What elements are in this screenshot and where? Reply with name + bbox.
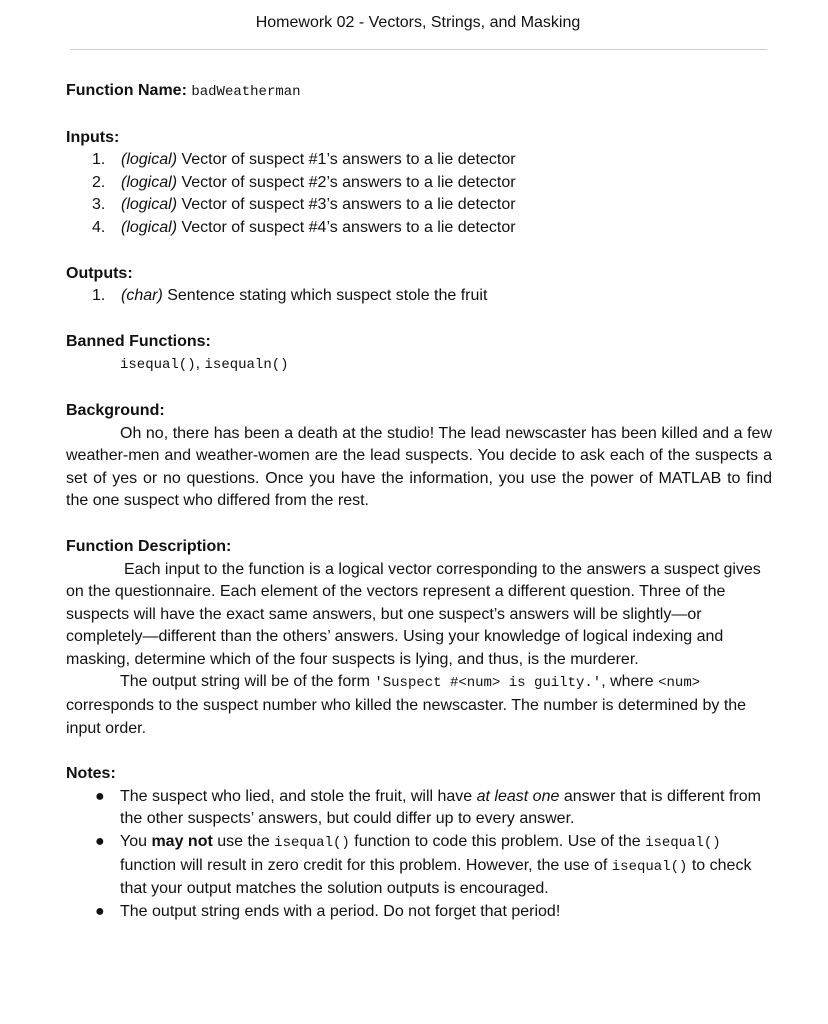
outputs-section — [66, 263, 772, 308]
input-description: Vector of suspect #3’s answers to a lie detector — [177, 196, 516, 214]
input-type: (logical) — [121, 151, 178, 169]
list-item — [66, 217, 772, 240]
code-isequal: isequal() — [611, 858, 688, 875]
banned-fn-isequaln: isequaln() — [204, 357, 289, 374]
banned-separator: , — [195, 355, 205, 373]
function-name-section — [66, 80, 772, 104]
bullet-icon: ● — [95, 902, 105, 920]
note-strong: may not — [151, 833, 213, 851]
list-item — [66, 831, 772, 901]
input-type: (logical) — [121, 196, 178, 214]
header-divider — [70, 49, 767, 50]
list-item — [66, 901, 772, 924]
list-item-number: 2. — [92, 173, 106, 191]
background-text: Oh no, there has been a death at the studio! The lead newscaster has been killed and a few weather-men and weather-women are the lead suspects. You decide to ask each of the suspects a set of yes or no questions. Once you have the information, you use the power of MATLAB to find the one suspect who differed from the rest. — [66, 424, 772, 510]
list-item-number: 1. — [92, 151, 106, 169]
list-item — [66, 194, 772, 217]
note-emphasis: at least one — [476, 787, 560, 805]
description-heading: Function Description: — [66, 537, 232, 555]
note-text: answer that is different from the other suspects’ answers, but could differ up to every answer. — [120, 787, 761, 828]
note-text: You — [120, 833, 152, 851]
background-heading: Background: — [66, 401, 165, 419]
list-item — [66, 786, 772, 831]
outputs-list — [66, 285, 772, 308]
input-description: Vector of suspect #4’s answers to a lie detector — [177, 218, 516, 236]
note-text: function will result in zero credit for this problem. However, the use of — [120, 856, 612, 874]
inputs-section — [66, 127, 772, 240]
code-isequal: isequal() — [274, 835, 350, 852]
bullet-icon: ● — [95, 787, 105, 805]
description-paragraph-2 — [66, 671, 772, 740]
list-item — [66, 149, 772, 172]
notes-heading: Notes: — [66, 765, 116, 783]
note-text: to check that your output matches the solution outputs is encouraged. — [120, 856, 752, 898]
note-text: function to code this problem. Use of the — [349, 833, 646, 851]
input-type: (logical) — [121, 218, 178, 236]
list-item-number: 1. — [92, 287, 106, 305]
banned-section — [66, 331, 772, 377]
description-text: corresponds to the suspect number who killed the newscaster. The number is determined by the input order. — [66, 697, 747, 737]
background-section — [66, 400, 772, 513]
inputs-heading: Inputs: — [66, 128, 120, 146]
description-text: The output string will be of the form — [120, 673, 375, 691]
note-text: use the — [212, 833, 275, 851]
description-text: , where — [601, 673, 659, 691]
banned-fn-isequal: isequal() — [120, 357, 196, 374]
list-item-number: 3. — [92, 196, 106, 214]
code-output-format: 'Suspect #<num> is guilty.' — [374, 675, 602, 692]
list-item — [66, 285, 772, 308]
output-description: Sentence stating which suspect stole the fruit — [162, 287, 488, 305]
page-header: Homework 02 - Vectors, Strings, and Masking — [255, 14, 581, 31]
output-type: (char) — [121, 287, 163, 305]
code-num-placeholder: <num> — [658, 675, 701, 692]
banned-heading: Banned Functions: — [66, 332, 211, 350]
list-item — [66, 172, 772, 195]
notes-list — [66, 786, 772, 924]
outputs-heading: Outputs: — [66, 264, 133, 282]
notes-section — [66, 763, 772, 923]
document-body — [66, 80, 772, 923]
list-item-number: 4. — [92, 218, 106, 236]
note-text: The suspect who lied, and stole the fruit, will have — [120, 787, 477, 805]
note-text: The output string ends with a period. Do not forget that period! — [120, 902, 561, 920]
function-name-value: badWeatherman — [191, 84, 301, 100]
description-section — [66, 536, 772, 740]
description-paragraph-1: Each input to the function is a logical vector corresponding to the answers a suspect gives on the questionnaire. Each element of the vectors represent a different question. Three of the suspects will have the exact same answers, but one suspect’s answers will be slightly—or completely—different than the others’ answers. Using your knowledge of logical indexing and masking, determine which of the four suspects is lying, and thus, is the murderer. — [66, 560, 761, 668]
function-name-label: Function Name: — [66, 82, 187, 99]
input-description: Vector of suspect #1’s answers to a lie detector — [177, 151, 516, 169]
code-isequal: isequal() — [645, 835, 721, 852]
input-description: Vector of suspect #2’s answers to a lie detector — [177, 173, 516, 191]
inputs-list — [66, 149, 772, 239]
input-type: (logical) — [121, 173, 178, 191]
banned-functions — [66, 353, 772, 377]
bullet-icon: ● — [95, 833, 105, 851]
